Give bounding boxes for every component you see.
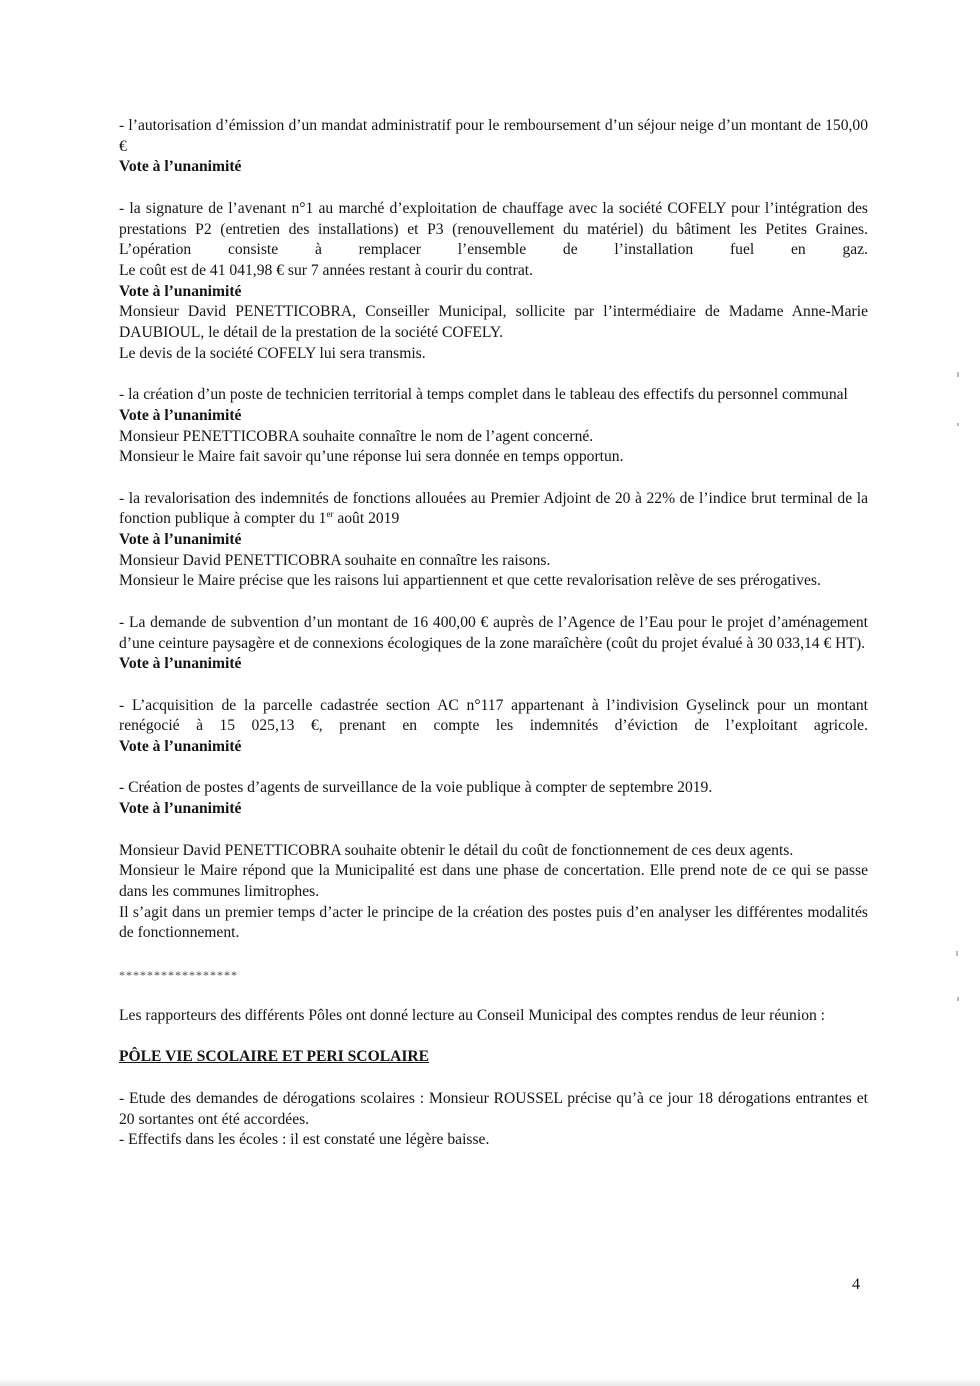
vote-result: Vote à l’unanimité [119, 158, 242, 176]
item-text-main: - la revalorisation des indemnités de fonctions allouées au Premier Adjoint de 20 à 22% de l’indice brut terminal de la fonction publique à compter du 1 [119, 489, 868, 528]
item-text: - L’acquisition de la parcelle cadastrée section AC n°117 appartenant à l’indivision Gyselinck pour un montant renégocié à 15 025,13 €, prenant en compte les indemnités d’éviction de l’exploitant agricole. [119, 696, 868, 735]
section-item: - Effectifs dans les écoles : il est constaté une légère baisse. [119, 1131, 490, 1149]
scan-speck [957, 423, 959, 426]
agenda-item-allowance-revaluation [119, 489, 868, 593]
vote-result: Vote à l’unanimité [119, 738, 242, 756]
item-text-cost: Le coût est de 41 041,98 € sur 7 années restant à courir du contrat. [119, 261, 533, 279]
item-text: - Création de postes d’agents de surveillance de la voie publique à compter de septembre 2019. [119, 779, 713, 797]
section-separator: ***************** [119, 967, 238, 982]
discussion-block [119, 841, 868, 945]
section-item: - Etude des demandes de dérogations scolaires : Monsieur ROUSSEL précise qu’à ce jour 18 dérogations entrantes et 20 sortantes ont été accordées. [119, 1089, 868, 1128]
agenda-item-cofely-amendment [119, 199, 868, 365]
vote-result: Vote à l’unanimité [119, 406, 242, 424]
section-heading: PÔLE VIE SCOLAIRE ET PERI SCOLAIRE [119, 1048, 430, 1066]
discussion-paragraph: Il s’agit dans un premier temps d’acter le principe de la création des postes puis d’en analyser les différentes modalités de fonctionnement. [119, 903, 868, 942]
poles-intro: Les rapporteurs des différents Pôles ont donné lecture au Conseil Municipal des comptes rendus de leur réunion : [119, 1007, 826, 1025]
agenda-item-snow-trip-refund [119, 116, 868, 178]
scan-speck [957, 372, 959, 377]
item-text: - la création d’un poste de technicien territorial à temps complet dans le tableau des effectifs du personnel communal [119, 386, 848, 404]
item-note: Le devis de la société COFELY lui sera transmis. [119, 344, 426, 362]
vote-result: Vote à l’unanimité [119, 282, 242, 300]
item-text: - La demande de subvention d’un montant de 16 400,00 € auprès de l’Agence de l’Eau pour le projet d’aménagement d’une ceinture paysagère et de connexions écologiques de la zone maraîchère (coût du projet évalué à 30 033,14 € HT). [119, 613, 868, 652]
section-items [119, 1089, 868, 1151]
item-text: - l’autorisation d’émission d’un mandat administratif pour le remboursement d’un séjour neige d’un montant de 150,00 € [119, 117, 868, 155]
discussion-paragraph: Monsieur le Maire répond que la Municipalité est dans une phase de concertation. Elle prend note de ce qui se passe dans les communes limitrophes. [119, 862, 868, 900]
page-number: 4 [852, 1276, 860, 1293]
scan-edge [0, 1378, 980, 1386]
agenda-item-parcel-acquisition [119, 696, 868, 758]
vote-result: Vote à l’unanimité [119, 800, 242, 818]
document-body [119, 116, 868, 1151]
agenda-item-surveillance-agents [119, 778, 868, 819]
item-text [119, 489, 868, 530]
vote-result: Vote à l’unanimité [119, 655, 242, 673]
item-text: - la signature de l’avenant n°1 au marché d’exploitation de chauffage avec la société COFELY pour l’intégration des prestations P2 (entretien des installations) et P3 (renouvellement du matériel) du bâtiment les Petites Graines. L’opération consiste à remplacer l’ensemble de l’installation fuel en gaz. [119, 199, 868, 259]
vote-result: Vote à l’unanimité [119, 531, 242, 549]
scan-speck [956, 951, 958, 956]
item-note: Monsieur David PENETTICOBRA, Conseiller Municipal, sollicite par l’intermédiaire de Madame Anne-Marie DAUBIOUL, le détail de la prestation de la société COFELY. [119, 303, 868, 342]
item-text-date: août 2019 [333, 510, 400, 528]
scan-speck [957, 997, 959, 1001]
item-note: Monsieur le Maire précise que les raisons lui appartiennent et que cette revalorisation relève de ses prérogatives. [119, 572, 821, 590]
agenda-item-technician-post [119, 385, 868, 468]
item-note: Monsieur le Maire fait savoir qu’une réponse lui sera donnée en temps opportun. [119, 448, 624, 466]
ordinal-suffix: er [326, 509, 334, 520]
item-note: Monsieur PENETTICOBRA souhaite connaître le nom de l’agent concerné. [119, 427, 594, 445]
discussion-paragraph: Monsieur David PENETTICOBRA souhaite obtenir le détail du coût de fonctionnement de ces deux agents. [119, 841, 794, 859]
item-note: Monsieur David PENETTICOBRA souhaite en connaître les raisons. [119, 551, 551, 569]
agenda-item-water-agency-subsidy [119, 613, 868, 675]
